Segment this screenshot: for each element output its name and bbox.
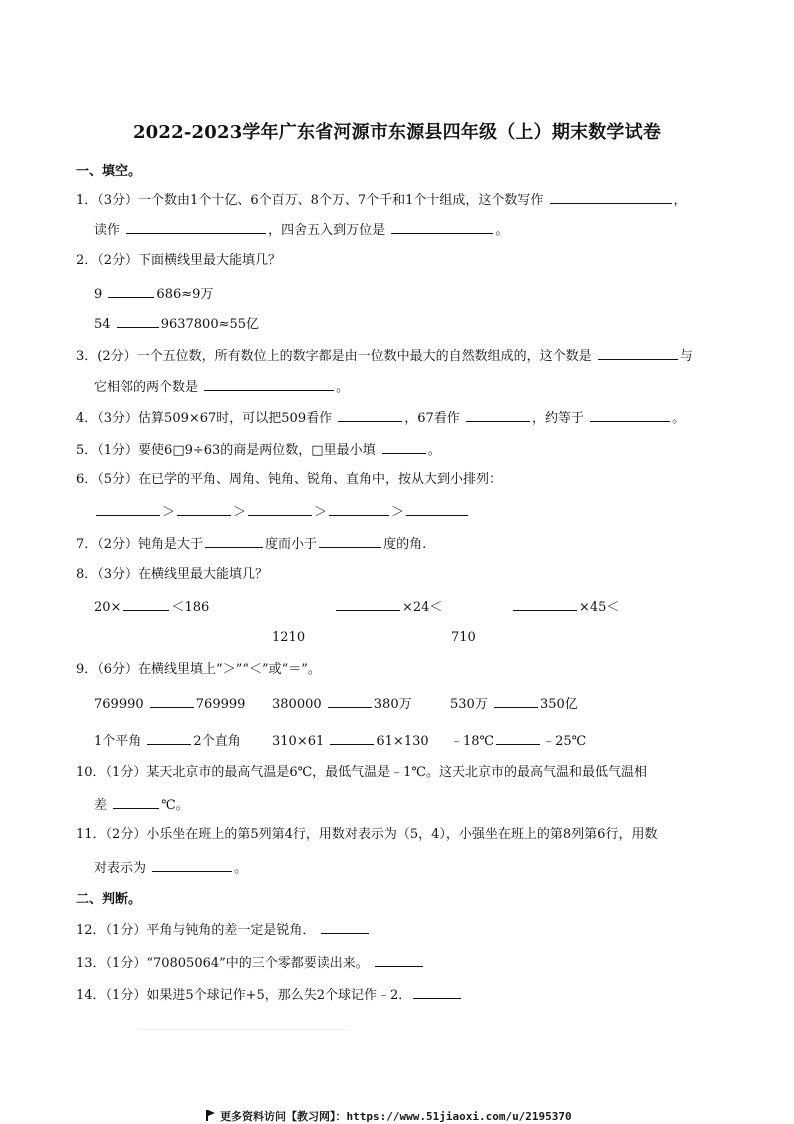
question-10-line-1: 10．（1分）某天北京市的最高气温是6℃，最低气温是﹣1℃。这天北京市的最高气温和最低气温相 [76, 765, 647, 780]
answer-blank[interactable] [126, 220, 266, 234]
answer-blank[interactable] [338, 408, 402, 422]
question-text: 530万 [450, 697, 488, 712]
question-8-item-c-bound: 710 [451, 630, 476, 645]
answer-blank[interactable] [466, 408, 530, 422]
question-text: ×24＜ [402, 600, 443, 615]
question-text: 54 [94, 317, 111, 332]
question-2: 2．（2分）下面横线里最大能填几？ [76, 253, 282, 268]
answer-blank[interactable] [205, 534, 263, 548]
question-text: 差 [94, 798, 108, 813]
answer-blank[interactable] [513, 597, 577, 611]
question-text: 度而小于 [265, 537, 318, 552]
question-text: 3．(2分）一个五位数，所有数位上的数字都是由一位数中最大的自然数组成的，这个数是 [76, 349, 592, 364]
answer-blank[interactable] [108, 284, 154, 298]
question-text: ＜186 [171, 600, 210, 615]
question-text: 。 [495, 223, 509, 238]
question-10-line-2 [94, 795, 189, 815]
answer-blank[interactable] [328, 694, 372, 708]
question-text: ， [673, 193, 687, 208]
question-text: 。 [336, 380, 350, 395]
question-13 [76, 953, 425, 973]
question-text: 12．（1分）平角与钝角的差一定是锐角． [76, 923, 316, 938]
question-text: ﹣18℃ [450, 734, 495, 749]
answer-blank[interactable] [590, 408, 670, 422]
question-text: 769999 [195, 697, 246, 712]
answer-blank[interactable] [406, 502, 468, 516]
question-14 [76, 985, 463, 1005]
answer-blank[interactable] [330, 731, 374, 745]
question-11-line-2 [94, 858, 247, 878]
footer-text: 更多资料访问【教习网】：https://www.51jiaoxi.com/u/2195370 [220, 1110, 572, 1123]
question-text: ，67看作 [404, 411, 460, 426]
answer-blank[interactable] [336, 597, 400, 611]
question-text: 9 [94, 287, 103, 302]
answer-blank[interactable] [391, 220, 493, 234]
question-9-row2-col2 [272, 731, 429, 751]
question-text: 9637800≈55亿 [160, 317, 260, 332]
question-text: 。 [672, 411, 686, 426]
answer-blank[interactable] [319, 534, 381, 548]
answer-blank[interactable] [117, 314, 159, 328]
answer-blank[interactable] [413, 985, 461, 999]
answer-blank[interactable] [494, 694, 538, 708]
question-6: 6．（5分）在已学的平角、周角、钝角、锐角、直角中，按从大到小排列： [76, 472, 503, 487]
greater-than-sign: ＞ [391, 505, 405, 520]
question-text: 14．（1分）如果进5个球记作+5，那么失2个球记作﹣2． [76, 988, 412, 1003]
answer-blank[interactable] [113, 795, 159, 809]
answer-blank[interactable] [329, 502, 389, 516]
question-3-line-2 [94, 377, 349, 397]
answer-blank[interactable] [496, 731, 540, 745]
question-8: 8．（3分）在横线里最大能填几？ [76, 567, 269, 582]
question-2-item-a [94, 284, 213, 304]
question-text: 61×130 [376, 734, 429, 749]
question-7 [76, 534, 426, 554]
question-6-ordering [94, 502, 470, 522]
question-text: ，约等于 [531, 411, 584, 426]
question-text: ，四舍五入到万位是 [268, 223, 386, 238]
section-heading-judge: 二、判断。 [76, 892, 142, 907]
question-1-line-1 [76, 190, 687, 210]
answer-blank[interactable] [598, 346, 678, 360]
question-text: 2个直角 [193, 734, 241, 749]
question-text: 与 [679, 349, 693, 364]
question-text: 13．（1分）“70805064”中的三个零都要读出来。 [76, 956, 369, 971]
question-9-row1-col3 [450, 694, 578, 714]
question-1-line-2 [94, 220, 508, 240]
question-text: ﹣25℃ [542, 734, 587, 749]
question-text: 20× [94, 600, 122, 615]
greater-than-sign: ＞ [162, 505, 176, 520]
answer-blank[interactable] [204, 377, 334, 391]
question-11-line-1: 11．（2分）小乐坐在班上的第5列第4行，用数对表示为（5，4），小强坐在班上的第8列第6行，用数 [76, 827, 658, 842]
answer-blank[interactable] [375, 953, 423, 967]
divider [138, 1029, 348, 1030]
question-3-line-1 [76, 346, 693, 366]
question-text: 。 [234, 861, 248, 876]
question-text: ×45＜ [579, 600, 620, 615]
question-8-item-b [334, 597, 442, 617]
answer-blank[interactable] [248, 502, 312, 516]
question-2-item-b [94, 314, 259, 334]
question-text: 它相邻的两个数是 [94, 380, 199, 395]
page-title: 2022-2023学年广东省河源市东源县四年级（上）期末数学试卷 [132, 122, 662, 143]
question-text: 686≈9万 [156, 287, 214, 302]
answer-blank[interactable] [147, 731, 191, 745]
answer-blank[interactable] [96, 502, 160, 516]
question-text: 5．（1分）要使6□9÷63的商是两位数，□里最小填 [76, 443, 376, 458]
question-text: 350亿 [539, 697, 578, 712]
question-8-item-c [511, 597, 619, 617]
question-text: 读作 [94, 223, 121, 238]
greater-than-sign: ＞ [314, 505, 328, 520]
question-text: 度的角. [383, 537, 427, 552]
greater-than-sign: ＞ [233, 505, 247, 520]
question-8-item-a [94, 597, 209, 617]
flag-icon [206, 1110, 216, 1121]
question-text: 对表示为 [94, 861, 147, 876]
section-heading-fill: 一、填空。 [76, 164, 142, 179]
answer-blank[interactable] [382, 440, 426, 454]
question-8-item-b-bound: 1210 [272, 630, 306, 645]
question-text: 4．（3分）估算509×67时，可以把509看作 [76, 411, 333, 426]
question-text: 769990 [94, 697, 144, 712]
question-text: 310×61 [272, 734, 325, 749]
question-5 [76, 440, 441, 460]
question-4 [76, 408, 685, 428]
answer-blank[interactable] [550, 190, 672, 204]
footer-link[interactable] [206, 1108, 572, 1124]
question-9: 9．（6分）在横线里填上“＞”“＜”或“＝”。 [76, 662, 321, 677]
question-9-row1-col1 [94, 694, 245, 714]
question-9-row2-col1 [94, 731, 241, 751]
question-text: 7．（2分）钝角是大于 [76, 537, 204, 552]
question-12 [76, 920, 371, 940]
question-text: ℃。 [161, 798, 189, 813]
question-9-row2-col3 [450, 731, 586, 751]
answer-blank[interactable] [177, 502, 231, 516]
question-text: 380万 [373, 697, 412, 712]
answer-blank[interactable] [150, 694, 194, 708]
question-text: 380000 [272, 697, 322, 712]
question-text: 1个平角 [94, 734, 142, 749]
answer-blank[interactable] [321, 920, 369, 934]
question-text: 。 [427, 443, 441, 458]
question-9-row1-col2 [272, 694, 412, 714]
question-text: 1．（3分）一个数由1个十亿、6个百万、8个万、7个千和1个十组成，这个数写作 [76, 193, 544, 208]
answer-blank[interactable] [152, 858, 232, 872]
answer-blank[interactable] [123, 597, 169, 611]
